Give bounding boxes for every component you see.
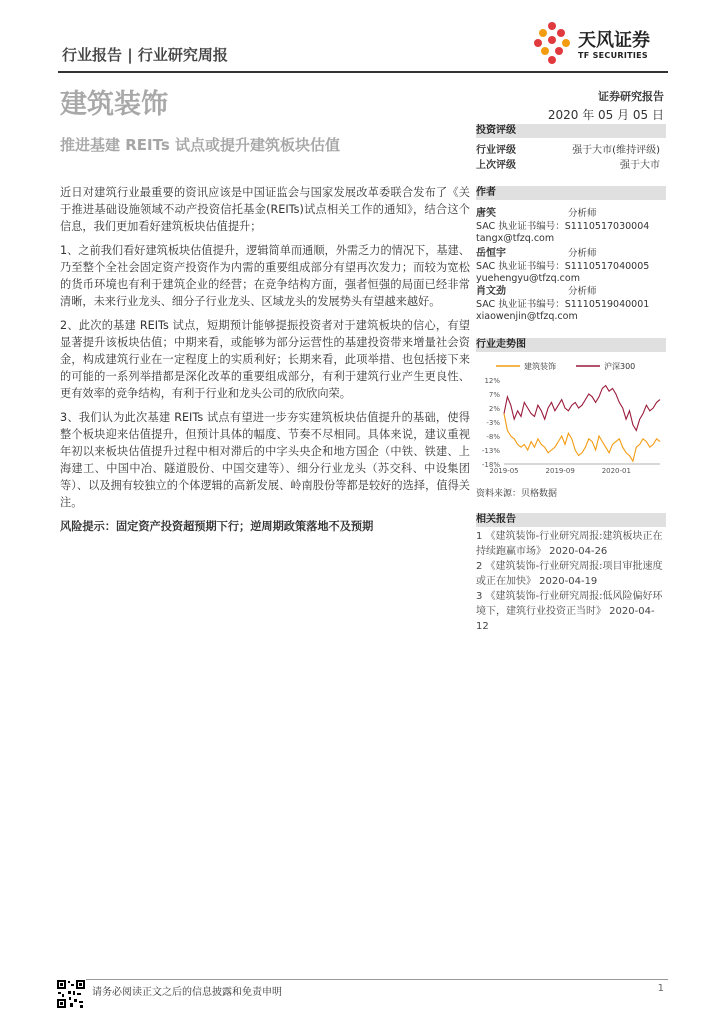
- author-name-row: [476, 208, 666, 220]
- body-paragraph: 1、之前我们看好建筑板块估值提升，逻辑简单而通顺，外需乏力的情况下，基建、乃至整个全社会固定资产投资作为内需的重要组成部分有望再次发力；而较为宽松的货币环境也有利于建筑企业的经营；在竞争结构方面，强者恒强的局面已经非常清晰，未来行业龙头、细分子行业龙头、区域龙头的发展势头有望越来越好。: [60, 244, 470, 308]
- author-cert: SAC 执业证书编号：S1110517030004: [476, 221, 650, 232]
- related-reports-list: [476, 529, 664, 634]
- author-email[interactable]: xiaowenjin@tfzq.com: [476, 311, 578, 322]
- related-report-item[interactable]: 2 《建筑装饰-行业研究周报:项目审批速度或正在加快》 2020-04-19: [476, 561, 663, 587]
- logo-cn-text: 天风证券: [578, 30, 650, 51]
- body-paragraph: 2、此次的基建 REITs 试点，短期预计能够提振投资者对于建筑板块的信心，有望显著提升该板块估值；中期来看，或能够为部分运营性的基建投资带来增量社会资金，构成建筑行业在一定程度上的实质利好；长期来看，此项举措、也包括接下来的可能的一系列举措都是深化改革的重要组成部分，有利于建筑行业产生更良性、更有效率的竞争结构，有利于行业和龙头公司的欣欣向荣。: [60, 319, 470, 400]
- x-tick-label: 2019-09: [545, 467, 575, 475]
- author-role: 分析师: [568, 248, 597, 259]
- rating-row-previous: [476, 156, 666, 171]
- y-tick-label: -13%: [481, 447, 500, 455]
- sector-title: 建筑装饰: [60, 89, 168, 120]
- author-email[interactable]: yuehengyu@tfzq.com: [476, 273, 580, 284]
- y-tick-label: -3%: [486, 419, 500, 427]
- y-tick-label: 12%: [484, 377, 500, 385]
- x-tick-label: 2020-01: [601, 467, 631, 475]
- rating-key: 上次评级: [476, 160, 516, 171]
- y-tick-label: 2%: [488, 405, 500, 413]
- author-name: 唐笑: [476, 208, 496, 219]
- company-logo: [532, 20, 667, 66]
- report-date: 2020 年 05 月 05 日: [547, 108, 664, 122]
- author-email[interactable]: tangx@tfzq.com: [476, 233, 555, 244]
- logo-icon: [532, 20, 572, 66]
- chart-source: 资料来源：贝格数据: [476, 489, 558, 499]
- footer-disclaimer: 请务必阅读正文之后的信息披露和免责申明: [92, 987, 282, 998]
- related-report-item[interactable]: 1 《建筑装饰-行业研究周报:建筑板块正在持续跑赢市场》 2020-04-26: [476, 531, 663, 557]
- rating-value: 强于大市(维持评级): [572, 145, 660, 156]
- author-name: 肖文劲: [476, 286, 506, 297]
- rating-key: 行业评级: [476, 145, 516, 156]
- body-paragraph: 近日对建筑行业最重要的资讯应该是中国证监会与国家发展改革委联合发布了《关于推进基础设施领域不动产投资信托基金(REITs)试点相关工作的通知》，结合这个信息，我们更加看好建筑板块估值提升；: [60, 186, 470, 233]
- logo-en-text: TF SECURITIES: [578, 51, 648, 60]
- legend-label: 沪深300: [604, 362, 636, 371]
- rating-row-current: [476, 141, 666, 156]
- trend-chart-svg: [476, 358, 666, 482]
- header-divider: [58, 71, 668, 73]
- y-tick-label: -8%: [486, 433, 500, 441]
- y-tick-label: -18%: [481, 461, 500, 469]
- authors-header: 作者: [476, 186, 666, 200]
- related-report-item[interactable]: 3 《建筑装饰-行业研究周报:低风险偏好环境下，建筑行业投资正当时》 2020-04-12: [476, 591, 663, 632]
- x-tick-label: 2019-05: [489, 467, 519, 475]
- series-line: [504, 414, 660, 462]
- footer-divider: [58, 979, 668, 980]
- author-role: 分析师: [568, 286, 597, 297]
- series-line: [504, 386, 660, 431]
- report-title: 推进基建 REITs 试点或提升建筑板块估值: [60, 136, 340, 154]
- main-body: [60, 184, 470, 542]
- related-header: 相关报告: [476, 513, 666, 527]
- body-paragraph: 3、我们认为此次基建 REITs 试点有望进一步夯实建筑板块估值提升的基础，使得整个板块迎来估值提升，但预计具体的幅度、节奏不尽相同。具体来说，建议重视年初以来板块估值提升过程中相对滞后的中字头央企和地方国企（中铁、铁建、上海建工、中国中冶、隧道股份、中国交建等）、细分行业龙头（苏交科、中设集团等）、以及拥有较独立的个体逻辑的高新发展、岭南股份等都是较好的选择，值得关注。: [60, 411, 470, 509]
- trend-header: 行业走势图: [476, 338, 666, 352]
- author-cert: SAC 执业证书编号：S1110517040005: [476, 261, 650, 272]
- rating-header: 投资评级: [476, 124, 666, 138]
- rating-value: 强于大市: [620, 160, 660, 171]
- author-name-row: [476, 248, 666, 260]
- trend-chart: [476, 358, 666, 482]
- risk-warning: 风险提示：固定资产投资超预期下行；逆周期政策落地不及预期: [60, 520, 374, 533]
- report-type-header: 行业报告 | 行业研究周报: [62, 46, 228, 64]
- qr-code-icon: [56, 979, 86, 1009]
- page-number: 1: [657, 983, 664, 994]
- author-name-row: [476, 286, 666, 298]
- report-category: 证券研究报告: [598, 90, 664, 103]
- author-name: 岳恒宇: [476, 248, 506, 259]
- author-cert: SAC 执业证书编号：S1110519040001: [476, 299, 650, 310]
- y-tick-label: 7%: [488, 391, 500, 399]
- qr-code: [56, 979, 86, 1009]
- author-role: 分析师: [568, 208, 597, 219]
- legend-label: 建筑装饰: [524, 362, 556, 371]
